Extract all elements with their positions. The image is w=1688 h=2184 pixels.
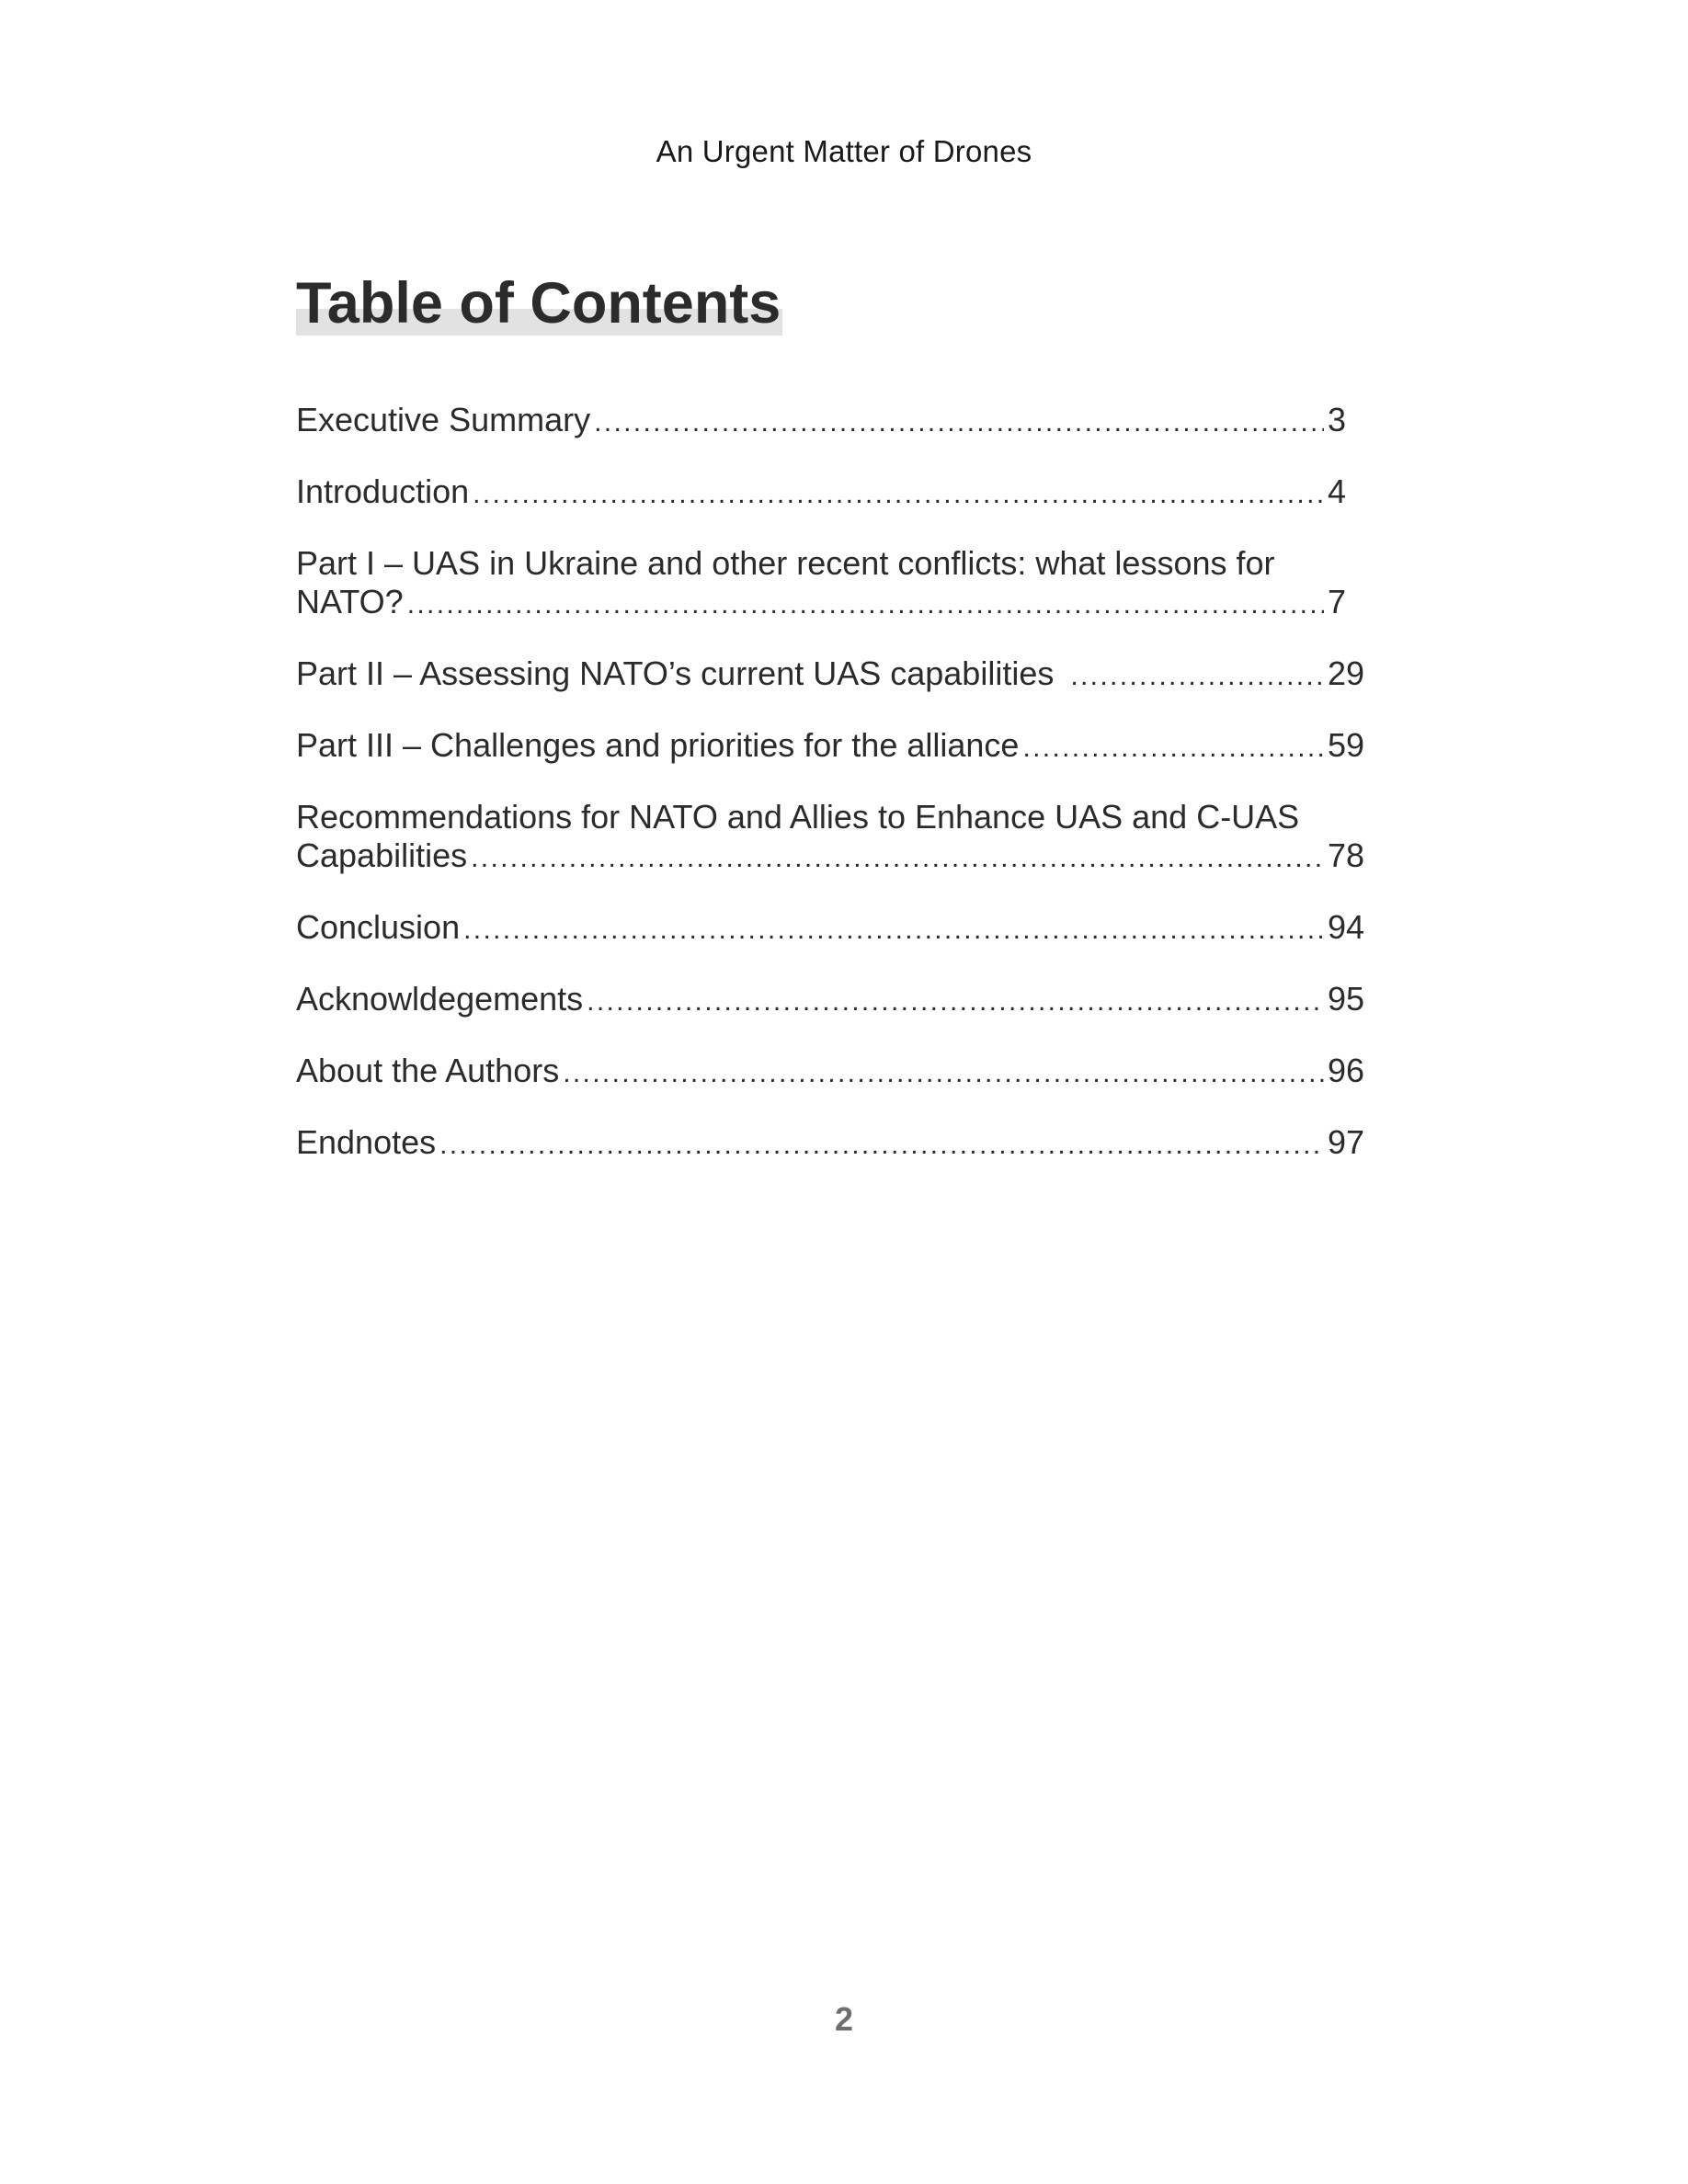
toc-page-number: 96 <box>1328 1052 1365 1089</box>
toc-entry-line <box>296 1052 1370 1093</box>
toc-page-number: 78 <box>1328 836 1365 874</box>
dot-leader <box>594 404 1324 442</box>
toc-entry-part-1[interactable] <box>296 544 1370 624</box>
dot-leader <box>407 586 1324 624</box>
toc-page-number: 3 <box>1328 401 1347 438</box>
running-header: An Urgent Matter of Drones <box>656 134 1032 168</box>
dot-leader <box>463 911 1324 950</box>
toc-page-number: 29 <box>1328 654 1365 692</box>
toc-entry-recommendations[interactable] <box>296 798 1370 878</box>
dot-leader <box>587 983 1324 1021</box>
dot-leader <box>439 1126 1324 1165</box>
toc-entry-executive-summary[interactable] <box>296 401 1370 442</box>
dot-leader <box>563 1054 1324 1093</box>
toc-entry-label: Part III – Challenges and priorities for the alliance <box>296 726 1020 764</box>
toc-entry-part-2[interactable] <box>296 654 1370 696</box>
toc-entry-line <box>296 836 1370 878</box>
toc-page-number: 97 <box>1328 1123 1365 1161</box>
toc-list <box>296 401 1370 1195</box>
toc-entry-label: Executive Summary <box>296 401 591 438</box>
toc-entry-line <box>296 1123 1370 1165</box>
toc-entry-label: Acknowldegements <box>296 980 584 1018</box>
toc-entry-about-the-authors[interactable] <box>296 1052 1370 1093</box>
toc-page-number: 4 <box>1328 472 1347 510</box>
toc-entry-part-3[interactable] <box>296 726 1370 768</box>
toc-entry-introduction[interactable] <box>296 472 1370 514</box>
dot-leader <box>1022 729 1324 768</box>
toc-entry-label: NATO? <box>296 583 404 620</box>
toc-entry-line <box>296 472 1370 514</box>
toc-entry-line <box>296 401 1370 442</box>
toc-entry-line <box>296 726 1370 768</box>
toc-entry-label-line-1: Part I – UAS in Ukraine and other recent conflicts: what lessons for <box>296 544 1275 582</box>
toc-entry-line <box>296 654 1370 696</box>
toc-page-number: 7 <box>1328 583 1347 620</box>
page-number: 2 <box>834 2000 854 2038</box>
toc-entry-label: Capabilities <box>296 836 468 874</box>
toc-entry-line <box>296 980 1370 1021</box>
toc-entry-label: Conclusion <box>296 908 461 946</box>
toc-page-number: 94 <box>1328 908 1365 946</box>
toc-title-container <box>296 272 782 336</box>
toc-entry-endnotes[interactable] <box>296 1123 1370 1165</box>
toc-entry-conclusion[interactable] <box>296 908 1370 950</box>
toc-entry-label: Introduction <box>296 472 470 510</box>
toc-page-number: 95 <box>1328 980 1365 1018</box>
dot-leader <box>471 839 1324 878</box>
toc-entry-line <box>296 908 1370 950</box>
toc-entry-label-line-1: Recommendations for NATO and Allies to Enhance UAS and C-UAS <box>296 798 1300 836</box>
toc-entry-label: About the Authors <box>296 1052 560 1089</box>
toc-entry-acknowledgements[interactable] <box>296 980 1370 1021</box>
dot-leader <box>1070 657 1324 696</box>
toc-entry-label: Endnotes <box>296 1123 437 1161</box>
toc-page-number: 59 <box>1328 726 1365 764</box>
toc-entry-line <box>296 583 1370 624</box>
toc-title: Table of Contents <box>296 271 781 336</box>
toc-entry-label: Part II – Assessing NATO’s current UAS capabilities <box>296 654 1055 692</box>
dot-leader <box>473 475 1324 514</box>
